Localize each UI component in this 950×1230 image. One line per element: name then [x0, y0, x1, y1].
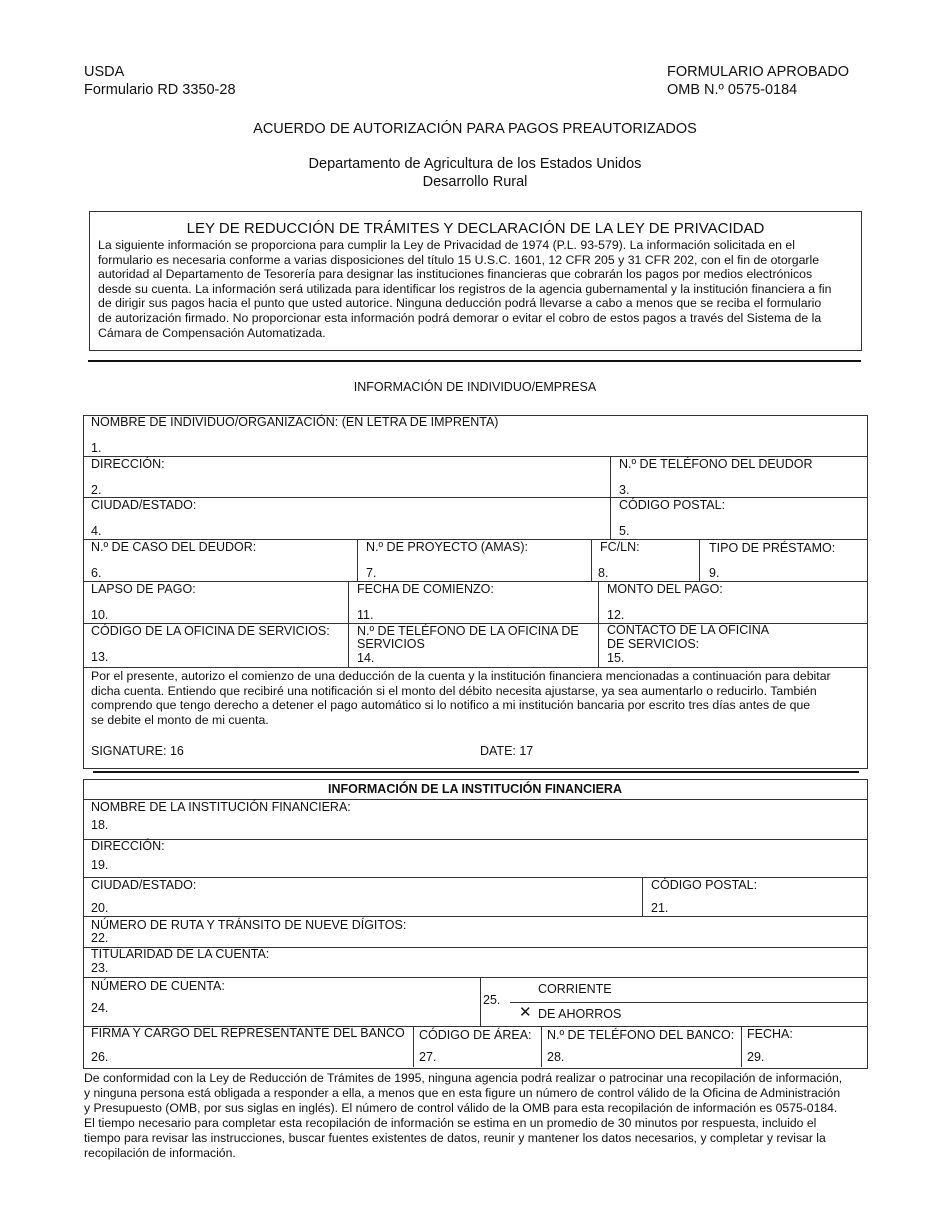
- field-2-input[interactable]: 2.: [91, 483, 102, 497]
- department-name: Departamento de Agricultura de los Estados Unidos: [308, 156, 642, 172]
- field-13-input[interactable]: 13.: [91, 650, 109, 664]
- field-23-label: TITULARIDAD DE LA CUENTA:: [91, 947, 270, 961]
- field-22-label: NÚMERO DE RUTA Y TRÁNSITO DE NUEVE DÍGITOS:: [91, 918, 407, 932]
- privacy-text: La siguiente información se proporciona para cumplir la Ley de Privacidad de 1974 (P.L. 93-579). La información solicitada en el formulario es necesaria conforme a varias disposiciones del título 15 U.S.C. 1601, 12 CFR 205 y 31 CFR 202, con el fin de otorgarle autoridad al Departamento de Tesorería para designar las instituciones financieras que cobrarán los pagos por medios electrónicos desde su cuenta. La información será utilizada para identificar los registros de la agencia gubernamental y la institución financiera a fin de dirigir sus pagos hacia el punto que usted autorice. Ninguna deducción podrá llevarse a cabo a menos que se reciba el formulario de autorización firmado. No proporcionar esta información podrá demorar o evitar el cobro de estos pagos a través del Sistema de la Cámara de Compensación Automatizada.: [98, 238, 832, 340]
- field-10-label: LAPSO DE PAGO:: [91, 582, 196, 596]
- financial-divider: [93, 771, 859, 773]
- field-15-label-cont: DE SERVICIOS:: [607, 637, 700, 651]
- field-13-label: CÓDIGO DE LA OFICINA DE SERVICIOS:: [91, 624, 330, 638]
- omb-number: OMB N.º 0575-0184: [667, 82, 798, 98]
- field-9-input[interactable]: 9.: [709, 566, 720, 580]
- field-5-label: CÓDIGO POSTAL:: [619, 498, 726, 512]
- field-20-input[interactable]: 20.: [91, 901, 109, 915]
- date-field[interactable]: DATE: 17: [480, 744, 534, 758]
- field-7-input[interactable]: 7.: [366, 566, 377, 580]
- field-6-label: N.º DE CASO DEL DEUDOR:: [91, 540, 257, 554]
- field-26-input[interactable]: 26.: [91, 1050, 109, 1064]
- field-15-input[interactable]: 15.: [607, 651, 625, 665]
- field-14-label: N.º DE TELÉFONO DE LA OFICINA DE: [357, 624, 579, 638]
- form-number: Formulario RD 3350-28: [84, 82, 236, 98]
- field-10-input[interactable]: 10.: [91, 608, 109, 622]
- field-5-input[interactable]: 5.: [619, 524, 630, 538]
- field-11-label: FECHA DE COMIENZO:: [357, 582, 494, 596]
- individual-section-title: INFORMACIÓN DE INDIVIDUO/EMPRESA: [353, 380, 597, 394]
- field-29-label: FECHA:: [747, 1027, 793, 1041]
- financial-section-title: INFORMACIÓN DE LA INSTITUCIÓN FINANCIERA: [328, 782, 622, 796]
- paperwork-reduction-notice: De conformidad con la Ley de Reducción de Trámites de 1995, ninguna agencia podrá realizar o patrocinar una recopilación de información, y ninguna persona está obligada a responder a ella, a menos que en esta figure un número de control válido de la Oficina de Administración y Presupuesto (OMB, por sus siglas en inglés). El número de control válido de la OMB para esta recopilación de información es 0575-0184. El tiempo necesario para completar esta recopilación de información se estima en un promedio de 30 minutos por respuesta, incluido el tiempo para revisar las instrucciones, buscar fuentes existentes de datos, reunir y mantener los datos necesarios, y completar y revisar la recopilación de información.: [84, 1071, 843, 1161]
- field-19-input[interactable]: 19.: [91, 858, 109, 872]
- field-4-label: CIUDAD/ESTADO:: [91, 498, 197, 512]
- privacy-notice-box: [89, 211, 862, 351]
- field-24-input[interactable]: 24.: [91, 1001, 109, 1015]
- field-27-input[interactable]: 27.: [419, 1050, 437, 1064]
- field-19-label: DIRECCIÓN:: [91, 839, 165, 853]
- field-4-input[interactable]: 4.: [91, 524, 102, 538]
- authorization-statement: Por el presente, autorizo el comienzo de una deducción de la cuenta y la institución financiera mencionadas a continuación para debitar dicha cuenta. Entiendo que recibiré una notificación si el monto del débito necesita ajustarse, ya sea aumentarlo o reducirlo. También comprendo que tengo derecho a detener el pago automático si lo notifico a mi institución bancaria por escrito tres días antes de que se debite el monto de mi cuenta.: [91, 669, 831, 727]
- checking-option[interactable]: CORRIENTE: [538, 982, 612, 996]
- field-28-input[interactable]: 28.: [547, 1050, 565, 1064]
- field-15-label: CONTACTO DE LA OFICINA: [607, 623, 770, 637]
- field-21-input[interactable]: 21.: [651, 901, 669, 915]
- field-6-input[interactable]: 6.: [91, 566, 102, 580]
- field-7-label: N.º DE PROYECTO (AMAS):: [366, 540, 528, 554]
- field-9-label: TIPO DE PRÉSTAMO:: [709, 541, 836, 555]
- field-14-input[interactable]: 14.: [357, 651, 375, 665]
- field-26-label: FIRMA Y CARGO DEL REPRESENTANTE DEL BANCO: [91, 1026, 405, 1040]
- field-14-label-cont: SERVICIOS: [357, 637, 425, 651]
- field-2-label: DIRECCIÓN:: [91, 457, 165, 471]
- savings-check-mark[interactable]: ✕: [519, 1004, 532, 1021]
- field-8-input[interactable]: 8.: [598, 566, 609, 580]
- field-18-input[interactable]: 18.: [91, 818, 109, 832]
- field-29-input[interactable]: 29.: [747, 1050, 765, 1064]
- savings-option[interactable]: DE AHORROS: [538, 1007, 622, 1021]
- section-divider: [88, 360, 861, 362]
- field-27-label: CÓDIGO DE ÁREA:: [419, 1028, 532, 1042]
- agency-label: USDA: [84, 64, 125, 80]
- field-23-input[interactable]: 23.: [91, 961, 109, 975]
- division-name: Desarrollo Rural: [422, 174, 528, 190]
- field-18-label: NOMBRE DE LA INSTITUCIÓN FINANCIERA:: [91, 800, 351, 814]
- field-1-input[interactable]: 1.: [91, 441, 102, 455]
- signature-field[interactable]: SIGNATURE: 16: [91, 744, 184, 758]
- field-12-label: MONTO DEL PAGO:: [607, 582, 723, 596]
- field-8-label: FC/LN:: [600, 540, 640, 554]
- privacy-title: LEY DE REDUCCIÓN DE TRÁMITES Y DECLARACIÓN DE LA LEY DE PRIVACIDAD: [186, 220, 765, 237]
- field-3-label: N.º DE TELÉFONO DEL DEUDOR: [619, 457, 813, 471]
- form-title: ACUERDO DE AUTORIZACIÓN PARA PAGOS PREAUTORIZADOS: [253, 121, 697, 137]
- field-22-input[interactable]: 22.: [91, 931, 109, 945]
- field-21-label: CÓDIGO POSTAL:: [651, 878, 758, 892]
- field-12-input[interactable]: 12.: [607, 608, 625, 622]
- field-28-label: N.º DE TELÉFONO DEL BANCO:: [547, 1028, 735, 1042]
- approval-label: FORMULARIO APROBADO: [667, 64, 850, 80]
- field-24-label: NÚMERO DE CUENTA:: [91, 979, 225, 993]
- field-11-input[interactable]: 11.: [357, 608, 374, 622]
- field-20-label: CIUDAD/ESTADO:: [91, 878, 197, 892]
- field-3-input[interactable]: 3.: [619, 483, 630, 497]
- field-1-label: NOMBRE DE INDIVIDUO/ORGANIZACIÓN: (EN LETRA DE IMPRENTA): [91, 415, 499, 429]
- field-25-label: 25.: [483, 993, 501, 1007]
